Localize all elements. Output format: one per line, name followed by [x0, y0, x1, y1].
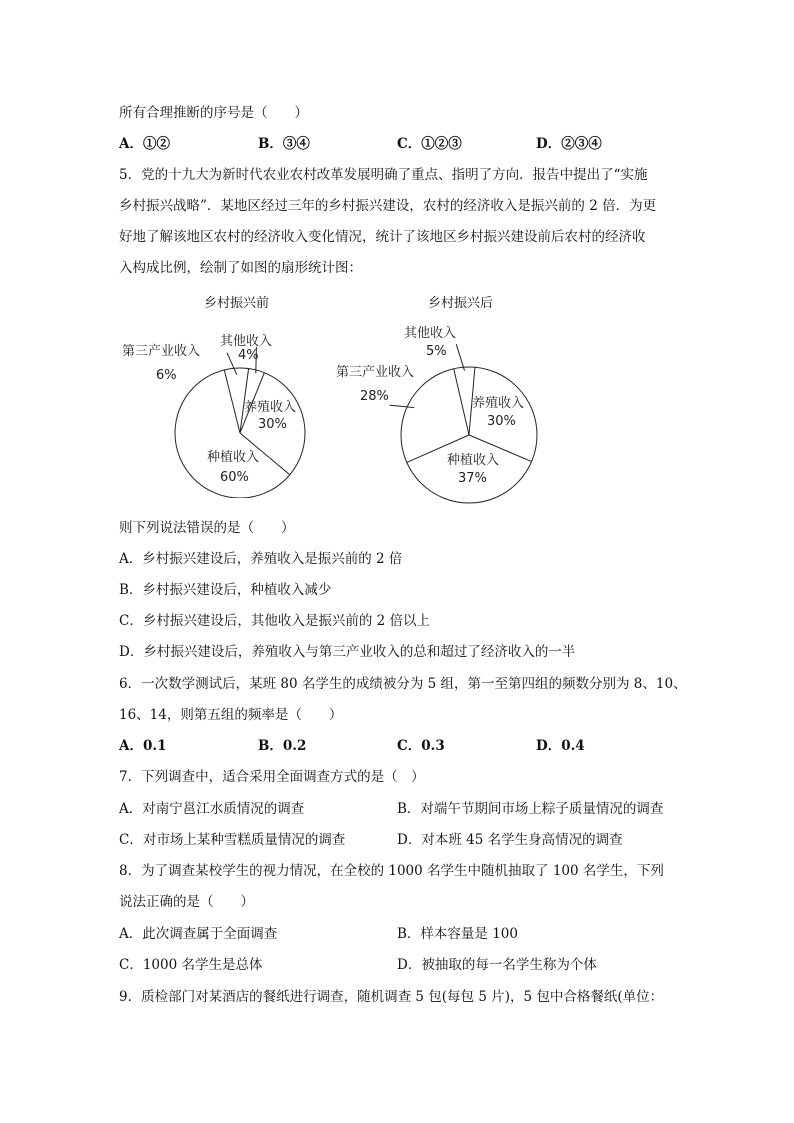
slice-label: 种植收入	[207, 450, 260, 465]
q6-option-d: D．0.4	[536, 738, 585, 754]
chart-title-before: 乡村振兴前	[204, 296, 270, 311]
slice-label: 60%	[220, 470, 249, 485]
q4-option-c: C．①②③	[397, 136, 462, 152]
slice-label: 种植收入	[447, 453, 500, 468]
q9-stem: 9．质检部门对某酒店的餐纸进行调查，随机调查 5 包(每包 5 片)，5 包中合格餐纸(单位：	[119, 989, 664, 1005]
q7-option-d: D．对本班 45 名学生身高情况的调查	[397, 832, 623, 848]
chart-title-after: 乡村振兴后	[428, 296, 494, 311]
slice-label: 其他收入	[404, 326, 457, 341]
slice-label: 5%	[426, 344, 447, 359]
q5-option-d: D．乡村振兴建设后，养殖收入与第三产业收入的总和超过了经济收入的一半	[119, 644, 576, 660]
leader-line	[456, 344, 464, 370]
q6-option-b: B．0.2	[258, 738, 307, 754]
slice-label: 第三产业收入	[122, 344, 201, 359]
q4-option-d: D．②③④	[536, 136, 602, 152]
q4-option-a: A．①②	[119, 136, 170, 152]
q8-option-c: C．1000 名学生是总体	[119, 957, 263, 973]
slice-label: 4%	[238, 348, 259, 363]
slice-label: 第三产业收入	[336, 365, 415, 380]
pie-chart-before	[110, 318, 330, 498]
q5-stem: 好地了解该地区农村的经济收入变化情况，统计了该地区乡村振兴建设前后农村的经济收	[119, 229, 646, 245]
slice-label: 养殖收入	[472, 396, 525, 411]
q8-stem: 说法正确的是（ ）	[119, 894, 254, 910]
q8-option-d: D．被抽取的每一名学生称为个体	[397, 957, 597, 973]
q6-stem: 16、14，则第五组的频率是（ ）	[119, 707, 343, 723]
q6-option-c: C．0.3	[397, 738, 445, 754]
q5-option-c: C．乡村振兴建设后，其他收入是振兴前的 2 倍以上	[119, 613, 431, 629]
slice-label: 30%	[258, 417, 287, 432]
q6-stem: 6．一次数学测试后，某班 80 名学生的成绩被分为 5 组，第一至第四组的频数分别为 8、10、	[119, 676, 687, 692]
q4-option-b: B．③④	[258, 136, 310, 152]
q5-option-a: A．乡村振兴建设后，养殖收入是振兴前的 2 倍	[119, 551, 403, 567]
q8-option-b: B．样本容量是 100	[397, 926, 518, 942]
q5-stem: 入构成比例，绘制了如图的扇形统计图：	[119, 260, 362, 276]
slice-label: 养殖收入	[244, 400, 297, 415]
slice-label: 6%	[156, 368, 177, 383]
q5-option-b: B．乡村振兴建设后，种植收入减少	[119, 582, 332, 598]
q7-option-b: B．对端午节期间市场上粽子质量情况的调查	[397, 801, 664, 817]
pie-chart-after	[330, 318, 570, 508]
text-line: 所有合理推断的序号是（ ）	[119, 105, 308, 121]
q5-ask: 则下列说法错误的是（ ）	[119, 520, 295, 536]
slice-label: 37%	[458, 471, 487, 486]
q7-option-a: A．对南宁邕江水质情况的调查	[119, 801, 305, 817]
slice-label: 其他收入	[220, 334, 273, 349]
q6-option-a: A．0.1	[119, 738, 167, 754]
q8-stem: 8．为了调查某校学生的视力情况，在全校的 1000 名学生中随机抽取了 100 名学生，下列	[119, 863, 664, 879]
q8-option-a: A．此次调查属于全面调查	[119, 926, 278, 942]
slice-label: 30%	[487, 414, 516, 429]
q7-stem: 7．下列调查中，适合采用全面调查方式的是（ ）	[119, 769, 425, 785]
slice-label: 28%	[360, 389, 389, 404]
q5-stem: 乡村振兴战略”．某地区经过三年的乡村振兴建设，农村的经济收入是振兴前的 2 倍．为更	[119, 198, 657, 214]
q5-stem: 5．党的十九大为新时代农业农村改革发展明确了重点、指明了方向．报告中提出了“实施	[119, 167, 648, 183]
q7-option-c: C．对市场上某种雪糕质量情况的调查	[119, 832, 346, 848]
